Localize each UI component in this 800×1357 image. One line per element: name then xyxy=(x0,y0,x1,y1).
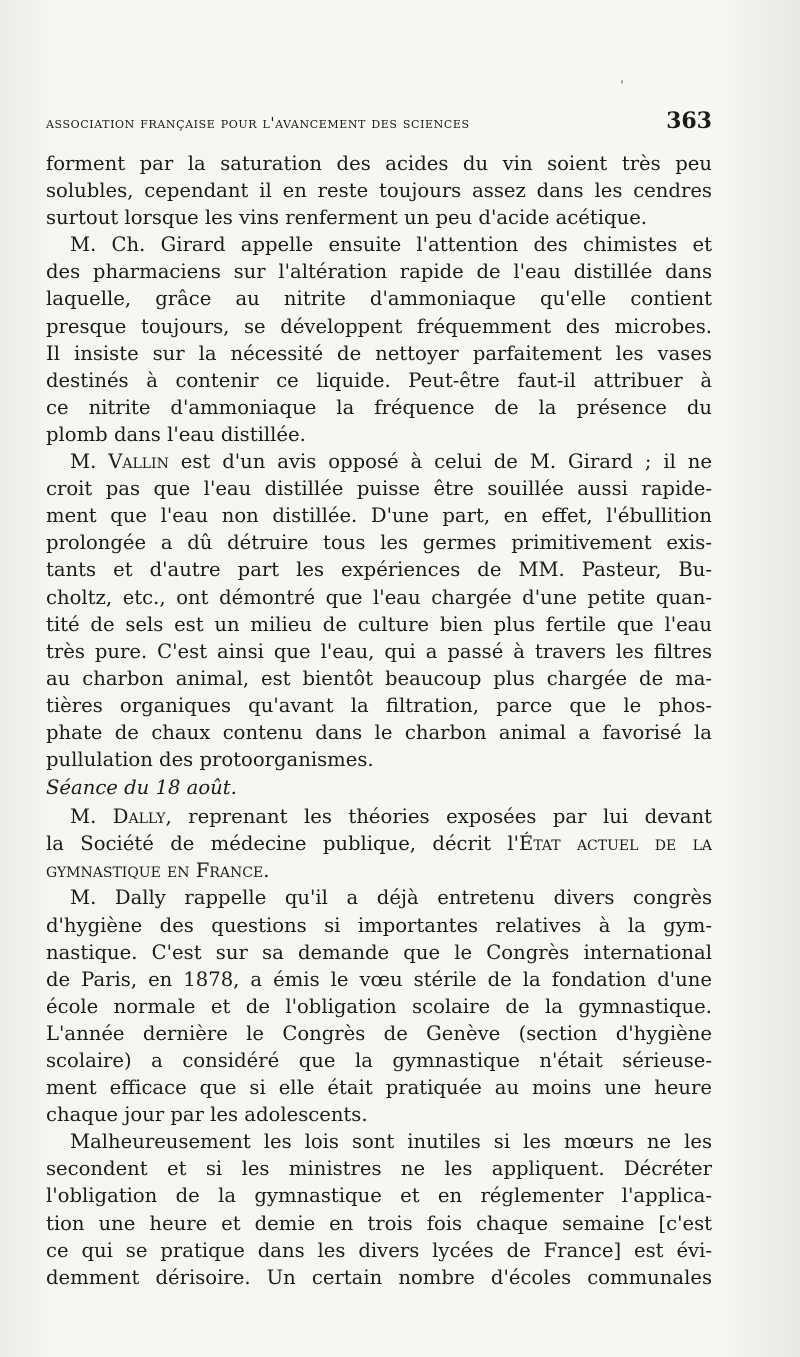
text-line: Il insiste sur la nécessité de nettoyer parfaitement les vases xyxy=(46,341,712,365)
text-line: prolongée a dû détruire tous les germes primitivement exis- xyxy=(46,531,712,555)
text-line xyxy=(46,803,712,830)
text-line: école normale et de l'obligation scolaire de la gymnastique. xyxy=(46,994,712,1018)
text-line xyxy=(46,857,712,884)
text-line: plomb dans l'eau distillée. xyxy=(46,422,306,446)
text-line: M. Dally rappelle qu'il a déjà entretenu divers congrès xyxy=(70,886,712,910)
text-line: scolaire) a considéré que la gymnastique n'était sérieuse- xyxy=(46,1049,712,1072)
margin-mark: ˌ xyxy=(620,70,624,86)
text-line: presque toujours, se développent fréquemment des microbes. xyxy=(46,314,712,338)
speaker-name: M. Dally xyxy=(70,805,166,829)
text-line: au charbon animal, est bientôt beaucoup plus chargée de ma- xyxy=(46,666,712,690)
text-line: l'obligation de la gymnastique et en réglementer l'applica- xyxy=(46,1184,712,1208)
text-line: phate de chaux contenu dans le charbon animal a favorisé la xyxy=(46,720,712,744)
text-line: tières organiques qu'avant la filtration, parce que le phos- xyxy=(46,693,712,717)
text-line: chaque jour par les adolescents. xyxy=(46,1103,368,1127)
text-line: tion une heure et demie en trois fois chaque semaine [c'est xyxy=(46,1211,712,1235)
text-line: solubles, cependant il en reste toujours assez dans les cendres xyxy=(46,179,712,203)
text-line xyxy=(46,830,712,857)
text-run: la Société de médecine publique, décrit l' xyxy=(46,832,520,856)
running-head: association française pour l'avancement des sciences xyxy=(46,114,470,132)
text-line: tité de sels est un milieu de culture bien plus fertile que l'eau xyxy=(46,612,712,636)
text-line: pullulation des protoorganismes. xyxy=(46,748,374,772)
text-line: croit pas que l'eau distillée puisse être souillée aussi rapide- xyxy=(46,477,712,501)
topic-title: gymnastique en France xyxy=(46,859,264,883)
text-line: M. Ch. Girard appelle ensuite l'attention des chimistes et xyxy=(70,233,712,257)
text-line: ment que l'eau non distillée. D'une part, en effet, l'ébullition xyxy=(46,504,712,528)
text-line xyxy=(46,448,712,475)
text-line: destinés à contenir ce liquide. Peut-être faut-il attribuer à xyxy=(46,368,712,392)
body-text xyxy=(46,150,712,1291)
speaker-name: M. Vallin xyxy=(70,450,169,474)
text-line: Malheureusement les lois sont inutiles si les mœurs ne les xyxy=(70,1130,712,1154)
text-line: ce qui se pratique dans les divers lycées de France] est évi- xyxy=(46,1238,712,1262)
text-run: , reprenant les théories exposées par lui devant xyxy=(165,805,712,829)
page-header xyxy=(46,108,712,138)
text-line: demment dérisoire. Un certain nombre d'écoles communales xyxy=(46,1265,712,1289)
text-run: est d'un avis opposé à celui de M. Girard ; il ne xyxy=(168,450,712,474)
text-line: forment par la saturation des acides du vin soient très peu xyxy=(46,152,712,175)
text-line: nastique. C'est sur sa demande que le Congrès international xyxy=(46,940,712,964)
text-line: choltz, etc., ont démontré que l'eau chargée d'une petite quan- xyxy=(46,585,712,609)
text-line: tants et d'autre part les expériences de MM. Pasteur, Bu- xyxy=(46,558,712,582)
text-line: surtout lorsque les vins renferment un peu d'acide acétique. xyxy=(46,206,648,230)
text-line: de Paris, en 1878, a émis le vœu stérile de la fondation d'une xyxy=(46,967,712,991)
text-line: ment efficace que si elle était pratiquée au moins une heure xyxy=(46,1076,712,1100)
text-line: très pure. C'est ainsi que l'eau, qui a passé à travers les filtres xyxy=(46,639,712,663)
topic-title: État actuel de la xyxy=(519,832,712,856)
text-run: . xyxy=(263,859,270,883)
section-title: Séance du 18 août. xyxy=(46,776,237,800)
page-number: 363 xyxy=(666,108,712,134)
text-line: des pharmaciens sur l'altération rapide de l'eau distillée dans xyxy=(46,260,712,284)
text-line: d'hygiène des questions si importantes relatives à la gym- xyxy=(46,913,712,937)
text-line: L'année dernière le Congrès de Genève (section d'hygiène xyxy=(46,1021,712,1045)
text-line: secondent et si les ministres ne les appliquent. Décréter xyxy=(46,1157,712,1181)
text-line: laquelle, grâce au nitrite d'ammoniaque qu'elle contient xyxy=(46,287,712,311)
text-line: ce nitrite d'ammoniaque la fréquence de la présence du xyxy=(46,395,712,419)
